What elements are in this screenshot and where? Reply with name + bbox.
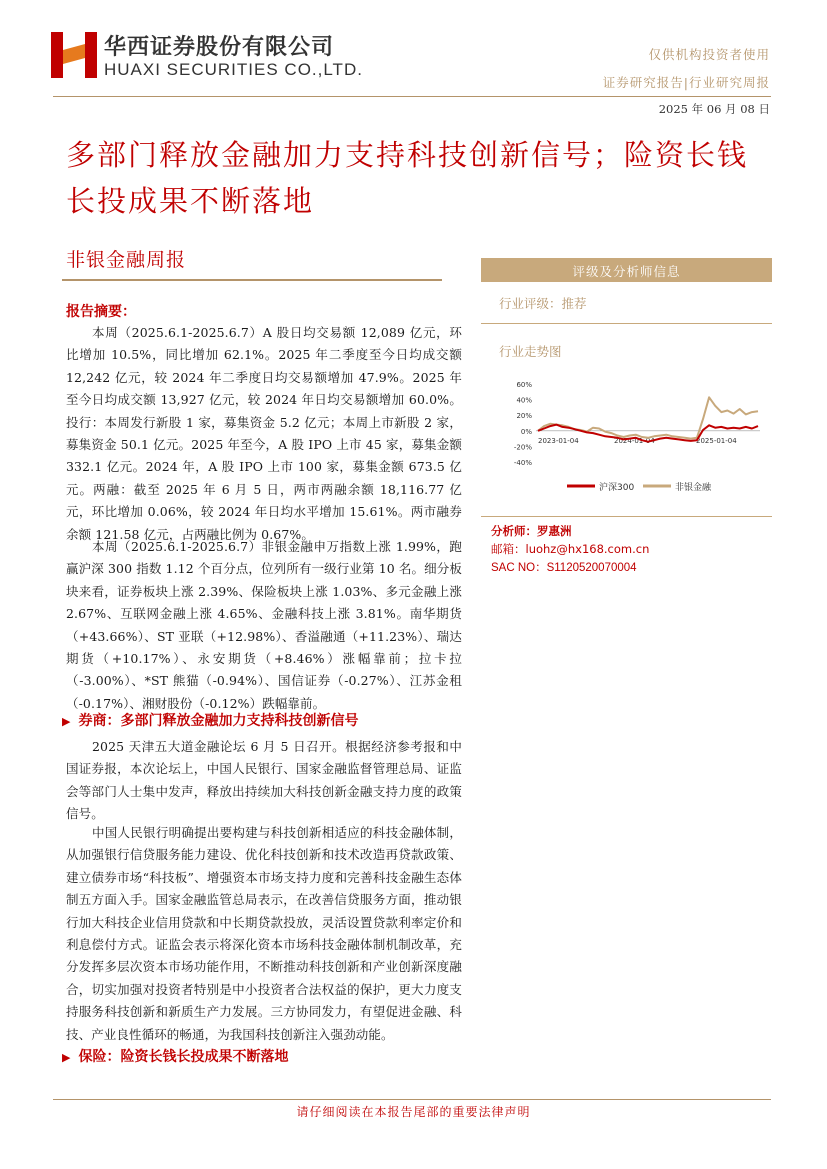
section-insurance-heading <box>62 1046 288 1066</box>
triangle-bullet-icon: ▶ <box>62 1051 71 1064</box>
x-tick-label: 2025-01-04 <box>696 436 737 445</box>
summary-heading: 报告摘要： <box>66 304 136 320</box>
section-brokers-paragraph-2: 中国人民银行明确提出要构建与科技创新相适应的科技金融体制，从加强银行信贷服务能力建设、优化科技创新和技术改造再贷款政策、建立债券市场“科技板”、增强资本市场支持力度和完善科技金融生态体制五方面入手。国家金融监管总局表示，在改善信贷服务方面，推动银行加大科技企业信用贷款和中长期贷款投放，灵活设置贷款利率定价和利息偿付方式。证监会表示将深化资本市场科技金融体制机制改革，充分发挥多层次资本市场功能作用，不断推动科技创新和产业创新深度融合，切实加强对投资者特别是中小投资者合法权益的保护，更大力度支持服务科技创新和新质生产力发展。三方协同发力，有望促进金融、科技、产业良性循环的畅通，为我国科技创新注入强劲动能。 <box>66 825 462 1042</box>
analyst-sac-number: SAC NO：S1120520070004 <box>491 562 637 574</box>
chart-legend <box>555 478 755 494</box>
header-divider <box>53 96 771 97</box>
section-brokers-title: 券商：多部门释放金融加力支持科技创新信号 <box>78 713 359 729</box>
section-brokers-heading <box>62 710 358 730</box>
summary-paragraph-1: 本周（2025.6.1-2025.6.7）A 股日均交易额 12,089 亿元，环比增加 10.5%，同比增加 62.1%。2025 年二季度至今日均成交额 12,242 亿元，较 2024 年二季度日均交易额增加 47.9%。2025 年至今日均成交额 13,927 亿元，较 2024 年日均交易额增加 60.0%。投行：本周发行新股 1 家，募集资金 5.2 亿元；本周上市新股 2 家，募集资金 50.1 亿元。2025 年至今，A 股 IPO 上市 45 家，募集金额 332.1 亿元。2024 年，A 股 IPO 上市 100 家，募集金额 673.5 亿元。两融：截至 2025 年 6 月 5 日，两市两融余额 18,116.77 亿元，环比增加 0.06%，较 2024 年日均水平增加 15.61%。两市融券余额 121.58 亿元，占两融比例为 0.67%。 <box>66 325 462 542</box>
analyst-name: 分析师：罗惠洲 <box>491 524 572 538</box>
legal-disclaimer: 请仔细阅读在本报告尾部的重要法律声明 <box>296 1105 531 1119</box>
rating-divider <box>481 323 772 324</box>
analyst-divider <box>481 516 772 517</box>
y-tick-label: -20% <box>513 443 532 452</box>
summary-paragraph-2: 本周（2025.6.1-2025.6.7）非银金融申万指数上涨 1.99%，跑赢沪深 300 指数 1.12 个百分点，位列所有一级行业第 10 名。细分板块来看，证券板块上涨 2.39%、保险板块上涨 1.03%、多元金融上涨 2.67%、互联网金融上涨 4.65%、金融科技上涨 3.81%。南华期货（+43.66%）、ST 亚联（+12.98%）、香溢融通（+11.23%）、瑞达期货（+10.17%）、永安期货（+8.46%）涨幅靠前；拉卡拉（-3.00%）、*ST 熊猫（-0.94%）、国信证券（-0.27%）、江苏金租（-0.17%）、湘财股份（-0.12%）跌幅靠前。 <box>66 539 462 711</box>
company-name-cn: 华西证券股份有限公司 <box>104 35 335 60</box>
trend-chart-title: 行业走势图 <box>499 344 562 359</box>
subtitle-underline <box>62 279 442 281</box>
section-brokers-paragraph-1: 2025 天津五大道金融论坛 6 月 5 日召开。根据经济参考报和中国证券报，本次论坛上，中国人民银行、国家金融监督管理总局、证监会等部门人士集中发声，释放出持续加大科技创新金融支持力度的政策信号。 <box>66 739 462 822</box>
industry-rating: 行业评级：推荐 <box>499 296 587 311</box>
report-type: 证券研究报告|行业研究周报 <box>602 75 770 90</box>
x-tick-label: 2023-01-04 <box>538 436 579 445</box>
y-tick-label: 20% <box>516 412 532 421</box>
section-insurance-title: 保险：险资长钱长投成果不断落地 <box>78 1049 289 1065</box>
legend-label-nonbank: 非银金融 <box>675 483 712 493</box>
y-tick-label: 60% <box>516 381 532 389</box>
footer-divider <box>53 1099 771 1100</box>
company-name-en: HUAXI SECURITIES CO.,LTD. <box>104 60 363 79</box>
report-subtitle: 非银金融周报 <box>66 249 187 271</box>
report-date: 2025 年 06 月 08 日 <box>658 102 770 116</box>
legend-label-hs300: 沪深300 <box>599 483 635 493</box>
huaxi-logo-icon <box>51 32 97 78</box>
analyst-email[interactable]: 邮箱：luohz@hx168.com.cn <box>491 542 650 556</box>
y-tick-label: 0% <box>520 427 532 436</box>
report-title: 多部门释放金融加力支持科技创新信号；险资长钱长投成果不断落地 <box>66 138 749 218</box>
y-tick-label: -40% <box>513 459 532 467</box>
series-line-nonbank <box>538 397 758 438</box>
y-tick-label: 40% <box>516 396 532 405</box>
x-tick-label: 2024-01-04 <box>614 436 655 445</box>
triangle-bullet-icon: ▶ <box>62 715 71 728</box>
sidebar-title: 评级及分析师信息 <box>572 264 681 279</box>
audience-note: 仅供机构投资者使用 <box>648 47 770 62</box>
